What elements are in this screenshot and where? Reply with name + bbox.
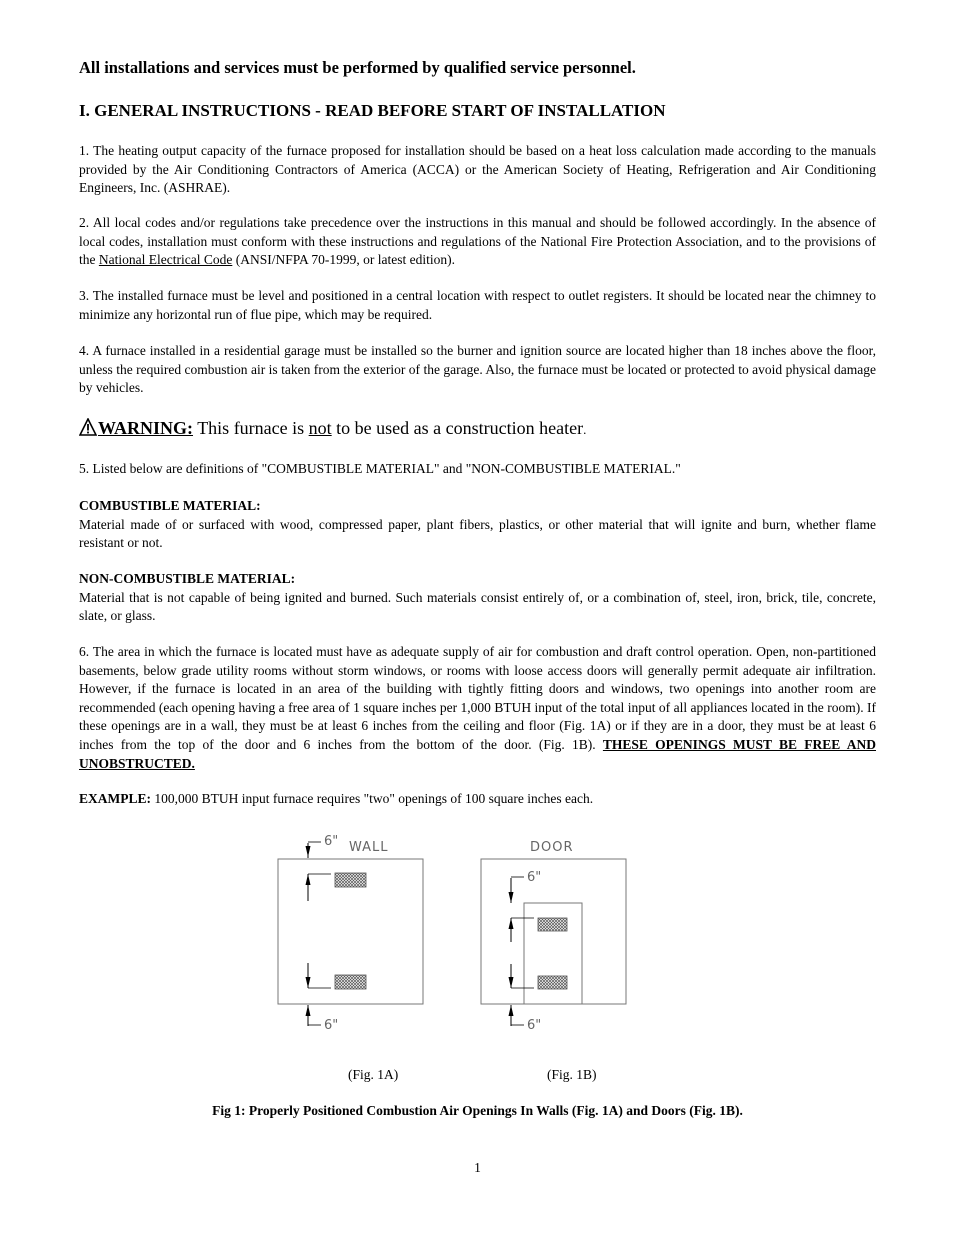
wall-label: WALL (349, 840, 389, 855)
dim-arrow (509, 1005, 514, 1016)
paragraph-1: 1. The heating output capacity of the furnace proposed for installation should be based on a heat loss calculation made according to the manuals provided by the Air Conditioning Contractors of America (ACCA) or the American Society of Heating, Refrigeration and Air Conditioning Engineers, Inc. (ASHRAE). (79, 143, 876, 196)
fig-1b-label: (Fig. 1B) (547, 1067, 597, 1082)
example-text: 100,000 BTUH input furnace requires "two" openings of 100 square inches each. (151, 791, 594, 806)
warning-label: WARNING: (98, 418, 194, 438)
noncombustible-title: NON-COMBUSTIBLE MATERIAL: (79, 571, 296, 586)
section-title: I. GENERAL INSTRUCTIONS - READ BEFORE START OF INSTALLATION (79, 101, 666, 120)
national-electrical-code-ref: National Electrical Code (98, 252, 233, 268)
dim-6in-top: 6" (324, 834, 339, 849)
noncombustible-text: Material that is not capable of being ignited and burned. Such materials consist entirely of, or a combination of, steel, iron, brick, tile, concrete, slate, or glass. (79, 589, 876, 624)
combustion-air-figures (79, 0, 876, 1050)
dim-arrow (509, 977, 514, 988)
warning-text-b: to be used as a construction heater (331, 418, 584, 438)
door-lower-opening (538, 976, 567, 989)
fig-1a-wall-diagram (278, 834, 423, 1033)
combustible-text: Material made of or surfaced with wood, compressed paper, plant fibers, plastics, or other material that will ignite and burn, whether flame resistant or not. (79, 516, 876, 551)
door-upper-opening (538, 918, 567, 931)
dim-arrow (509, 892, 514, 903)
paragraph-4: 4. A furnace installed in a residential garage must be installed so the burner and ignition source are located higher than 18 inches above the floor, unless the required combustion air is taken from the exterior of the garage. Also, the furnace must be located or protected to avoid physical damage by vehicles. (79, 343, 876, 396)
fig-1b-door-diagram (481, 840, 626, 1033)
warning-not: not (308, 418, 332, 438)
warning-text-a: This furnace is (193, 418, 309, 438)
warning-end: . (583, 422, 587, 437)
dim-6in-bottom: 6" (324, 1018, 339, 1033)
dim-arrow (306, 874, 311, 885)
figure-caption: Fig 1: Properly Positioned Combustion Air Openings In Walls (Fig. 1A) and Doors (Fig. 1B). (212, 1103, 743, 1118)
dim-6in-top: 6" (527, 870, 542, 885)
paragraph-3: 3. The installed furnace must be level and positioned in a central location with respect to outlet registers. It should be located near the chimney to minimize any horizontal run of flue pipe, which may be required. (79, 288, 876, 322)
paragraph-2-text-a: 2. All local codes and/or regulations take precedence over the instructions in this manual and should be followed accordingly. In the absence of local codes, installation must conform with these instructions and regulations of the National Fire Protection Association, and to the provisions of the (79, 215, 876, 268)
qualified-personnel-notice: All installations and services must be performed by qualified service personnel. (79, 58, 636, 77)
paragraph-2-text-b: (ANSI/NFPA 70-1999, or latest edition). (232, 252, 455, 268)
example-label: EXAMPLE: (79, 791, 151, 806)
wall-lower-opening (335, 975, 366, 989)
dim-arrow (509, 918, 514, 929)
paragraph-6-text: 6. The area in which the furnace is located must have as adequate supply of air for combustion and draft control operation. Open, non-partitioned basements, below grade utility rooms without storm windows, or rooms with loose access doors will generally permit adequate air infiltration. However, if the furnace is located in an area of the building with tightly fitting doors and windows, two openings into another room are recommended (each opening having a free area of 1 square inches per 1,000 BTUH input of the total input of all appliances located in the room). If these openings are in a wall, they must be at least 6 inches from the ceiling and floor (Fig. 1A) or if they are in a door, they must be at least 6 inches from the top of the door and 6 inches from the bottom of the door. (Fig. 1B). (79, 644, 876, 752)
page-number: 1 (474, 1160, 481, 1175)
wall-upper-opening (335, 873, 366, 887)
combustible-title: COMBUSTIBLE MATERIAL: (79, 498, 261, 513)
dim-arrow (306, 977, 311, 988)
dim-arrow (306, 1005, 311, 1016)
fig-1a-label: (Fig. 1A) (348, 1067, 399, 1082)
door-label: DOOR (530, 840, 574, 855)
dim-arrow (306, 846, 311, 857)
openings-emphasis: THESE OPENINGS MUST BE FREE AND UNOBSTRUCTED. (79, 736, 876, 771)
paragraph-5: 5. Listed below are definitions of "COMBUSTIBLE MATERIAL" and "NON-COMBUSTIBLE MATERIAL." (79, 461, 681, 476)
dim-6in-bottom: 6" (527, 1018, 542, 1033)
